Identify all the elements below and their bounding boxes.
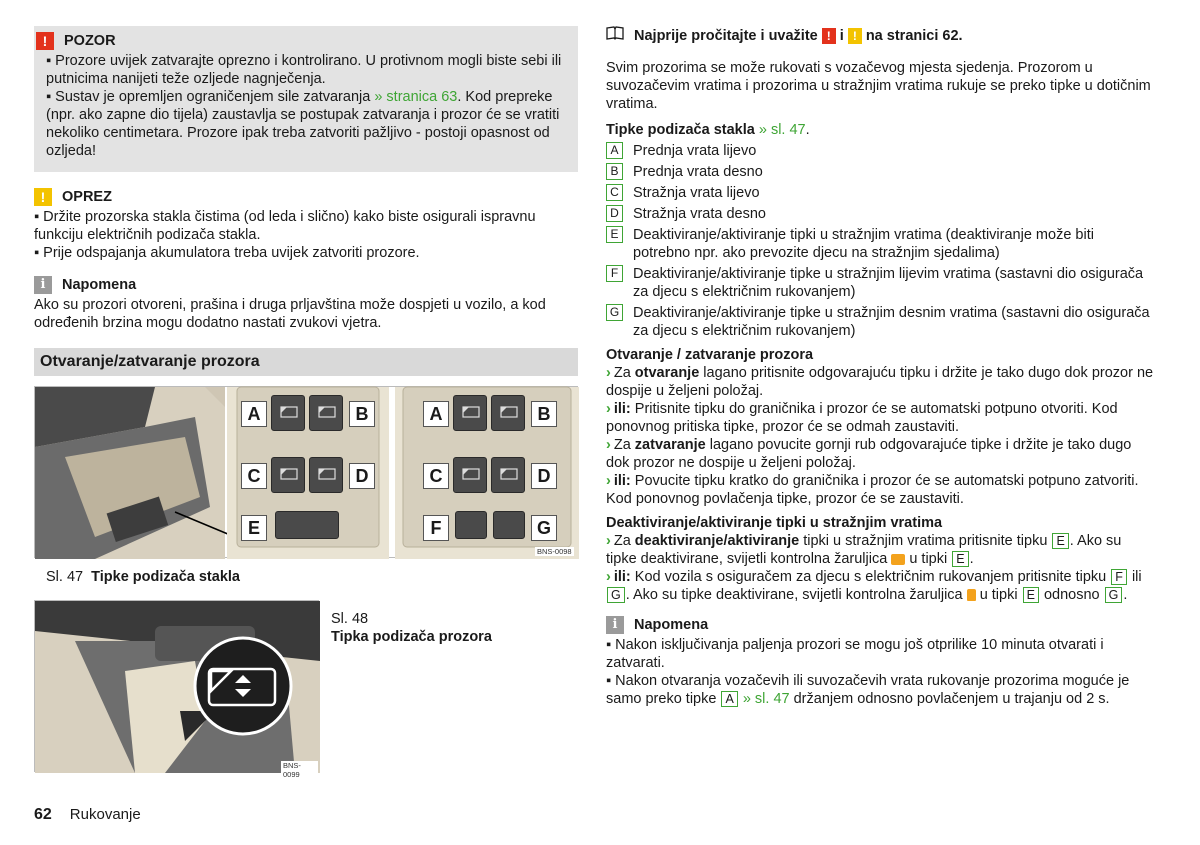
section-title: Otvaranje/zatvaranje prozora [34, 348, 578, 376]
figure-48-caption: Sl. 48 Tipka podizača prozora [331, 611, 492, 645]
key-item [606, 205, 1154, 223]
napomena2-box [606, 614, 1154, 708]
key-item [606, 163, 1154, 181]
key-G-ref: G [607, 587, 625, 603]
key-item [606, 304, 1154, 340]
key-F-ref: F [1111, 569, 1127, 585]
figure-47-caption: Sl. 47 Tipke podizača stakla [46, 569, 240, 585]
intro-text: Svim prozorima se može rukovati s vozačevog mjesta sjedenja. Prozorom u suvozačevim vratima i prozorima u stražnjim vratima rukuje se preko tipke u dotičnim vratima. [606, 60, 1151, 112]
window-switch [271, 457, 305, 493]
key-label: B [606, 163, 623, 180]
pozor-text-1: ▪ Prozore uvijek zatvarajte oprezno i kontrolirano. U protivnom mogli biste sebi ili putnicima nanijeti teže ozljede nagnječenja. [46, 53, 562, 87]
key-label: A [606, 142, 623, 159]
page-footer [34, 806, 141, 824]
figure-key-label: B [531, 401, 557, 427]
close-step-1: › Za zatvaranje lagano povucite gornji rub odgovarajuće tipke i držite je tako dugo dok prozor ne dospije u željeni položaj. [606, 437, 1132, 471]
figure-key-label: F [423, 515, 449, 541]
pozor-box [34, 26, 578, 172]
key-description: Stražnja vrata desno [633, 206, 766, 222]
key-label: G [606, 304, 623, 321]
keys-list [606, 142, 1154, 340]
right-column [606, 26, 1154, 708]
read-first-line: Najprije pročitajte i uvažite ! i ! na stranici 62. [606, 26, 1154, 45]
left-column [34, 26, 578, 779]
fig-47-link-2[interactable]: » sl. 47 [742, 691, 790, 707]
figure-key-label: D [349, 463, 375, 489]
window-switch [453, 395, 487, 431]
key-label: D [606, 205, 623, 222]
napomena-box [34, 274, 578, 332]
oprez-text-1: ▪ Držite prozorska stakla čistima (od leda i slično) kako biste osigurali ispravnu funkciju električnih podizača stakla. [34, 209, 536, 243]
key-description: Deaktiviranje/aktiviranje tipki u stražnjim vratima (deaktiviranje može biti potrebno npr. ako prevozite djecu na stražnjim sjedalima) [633, 227, 1094, 261]
deactivate-step-2: › ili: Kod vozila s osiguračem za djecu s električnim rukovanjem pritisnite tipku F ili G . Ako su tipke deaktivirane, svijetli kontrolna žaruljica u tipki E odnosno G . [606, 569, 1142, 603]
open-close-heading: Otvaranje / zatvaranje prozora [606, 347, 814, 363]
figure-key-label: E [241, 515, 267, 541]
key-description: Deaktiviranje/aktiviranje tipke u stražnjim lijevim vratima (sastavni dio osigurača za djecu s električnim rukovanjem) [633, 266, 1144, 300]
key-description: Deaktiviranje/aktiviranje tipke u stražnjim desnim vratima (sastavni dio osigurača za djecu s električnim rukovanjem) [633, 305, 1150, 339]
window-switch [453, 457, 487, 493]
deactivate-step-1: › Za deaktiviranje/aktiviranje tipki u stražnjim vratima pritisnite tipku E . Ako su tipke deaktivirane, svijetli kontrolna žaruljica u tipki E . [606, 533, 1122, 567]
oprez-box [34, 186, 578, 262]
figure-key-label: A [241, 401, 267, 427]
key-label: E [606, 226, 623, 243]
key-G-ref-2: G [1105, 587, 1123, 603]
child-lock-switch [493, 511, 525, 539]
key-E-ref-3: E [1023, 587, 1039, 603]
napomena2-title: i Napomena [606, 614, 1154, 636]
figure-key-label: C [423, 463, 449, 489]
open-step-2: › ili: Pritisnite tipku do graničnika i prozor će se automatski potpuno otvoriti. Kod ponovnog pritiska tipke, prozor će se odmah zaustaviti. [606, 401, 1118, 435]
figure-key-label: D [531, 463, 557, 489]
napomena-text: Ako su prozori otvoreni, prašina i druga prljavština može dospjeti u vozilo, a kod određenih brzina mogu dodatno nastati zvukovi vjetra. [34, 297, 546, 331]
footer-section: Rukovanje [69, 806, 141, 823]
window-switch [271, 395, 305, 431]
figure-48-row [34, 600, 578, 779]
child-lock-switch [455, 511, 487, 539]
key-item [606, 142, 1154, 160]
key-description: Prednja vrata desno [633, 164, 763, 180]
window-switch [491, 457, 525, 493]
book-icon [606, 26, 624, 45]
window-switch [309, 395, 343, 431]
key-E-ref: E [1052, 533, 1068, 549]
key-A-ref: A [721, 691, 737, 707]
figure-47 [34, 386, 578, 558]
key-description: Prednja vrata lijevo [633, 143, 757, 159]
pozor-title: ! POZOR [34, 30, 578, 52]
deactivate-heading: Deaktiviranje/aktiviranje tipki u stražnjim vratima [606, 515, 943, 531]
oprez-text-2: ▪ Prije odspajanja akumulatora treba uvijek zatvoriti prozore. [34, 245, 420, 261]
close-step-2: › ili: Povucite tipku kratko do graničnika i prozor će se automatski potpuno zatvoriti. Kod ponovnog povlačenja tipke, prozor će se zaustaviti. [606, 473, 1139, 507]
key-label: C [606, 184, 623, 201]
figure-48-code: BNS-0099 [281, 761, 318, 779]
info-icon-2: i [606, 616, 624, 634]
figure-47-code: BNS-0098 [537, 547, 572, 556]
key-E-ref-2: E [952, 551, 968, 567]
key-item [606, 184, 1154, 202]
open-step-1: › Za otvaranje lagano pritisnite odgovarajuću tipku i držite je tako dugo dok prozor ne dospije u željeni položaj. [606, 365, 1154, 399]
pozor-text-2: ▪ Sustav je opremljen ograničenjem sile zatvaranja » stranica 63. Kod prepreke (npr. ako zapne dio tijela) zaustavlja se postupak zatvaranja i prozor će se vratiti nekoliko centimetara. Prozore ipak treba zatvoriti pažljivo - postoji opasnost od ozljeda! [46, 89, 560, 159]
warning-icon: ! [36, 32, 54, 50]
oprez-title: ! OPREZ [34, 186, 578, 208]
napomena2-text-1: ▪ Nakon isključivanja paljenja prozori se mogu još otprilike 10 minuta otvarati i zatvarati. [606, 637, 1104, 671]
napomena-title: i Napomena [34, 274, 578, 296]
lamp-icon [891, 554, 905, 565]
figure-key-label: C [241, 463, 267, 489]
page-number: 62 [34, 806, 52, 823]
figure-48 [34, 600, 319, 779]
info-icon: i [34, 276, 52, 294]
window-switch [491, 395, 525, 431]
key-item [606, 265, 1154, 301]
child-lock-switch [275, 511, 339, 539]
napomena2-text-2: ▪ Nakon otvaranja vozačevih ili suvozačevih vrata rukovanje prozorima moguće je samo preko tipke A » sl. 47 držanjem odnosno povlačenjem u trajanju od 2 s. [606, 673, 1130, 707]
figure-key-label: G [531, 515, 557, 541]
keys-heading: Tipke podizača stakla » sl. 47. [606, 122, 810, 138]
key-description: Stražnja vrata lijevo [633, 185, 760, 201]
page-63-link[interactable]: » stranica 63 [374, 89, 458, 105]
lock-lamp-icon [967, 589, 976, 601]
figure-48-illustration [35, 601, 320, 773]
key-item [606, 226, 1154, 262]
caution-icon-small: ! [848, 28, 862, 44]
window-switch [309, 457, 343, 493]
figure-key-label: A [423, 401, 449, 427]
warning-icon-small: ! [822, 28, 836, 44]
fig-47-link[interactable]: » sl. 47 [758, 122, 806, 138]
key-label: F [606, 265, 623, 282]
caution-icon: ! [34, 188, 52, 206]
figure-key-label: B [349, 401, 375, 427]
